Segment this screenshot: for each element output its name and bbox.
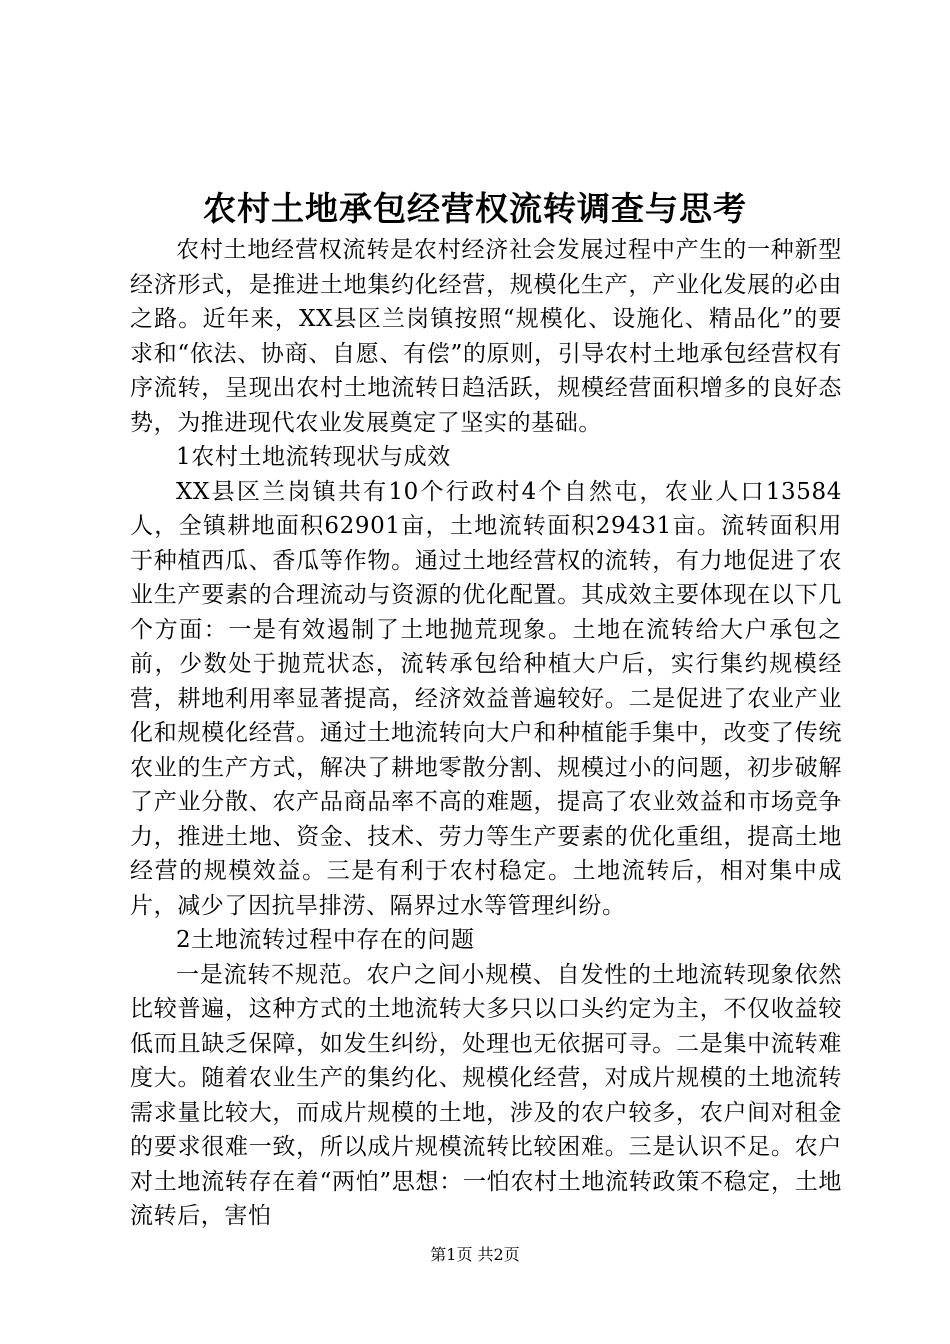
section-1-paragraph: XX县区兰岗镇共有10个行政村4个自然屯，农业人口13584人，全镇耕地面积62901亩，土地流转面积29431亩。流转面积用于种植西瓜、香瓜等作物。通过土地经营权的流转，有力地促进了农业生产要素的合理流动与资源的优化配置。其成效主要体现在以下几个方面：一是有效遏制了土地抛荒现象。土地在流转给大户承包之前，少数处于抛荒状态，流转承包给种植大户后，实行集约规模经营，耕地利用率显著提高，经济效益普遍较好。二是促进了农业产业化和规模化经营。通过土地流转向大户和种植能手集中，改变了传统农业的生产方式，解决了耕地零散分割、规模过小的问题，初步破解了产业分散、农产品商品率不高的难题，提高了农业效益和市场竞争力，推进土地、资金、技术、劳力等生产要素的优化重组，提高土地经营的规模效益。三是有利于农村稳定。土地流转后，相对集中成片，减少了因抗旱排涝、隔界过水等管理纠纷。: [130, 478, 842, 919]
document-title: 农村土地承包经营权流转调查与思考: [203, 189, 747, 228]
section-heading-2: 2土地流转过程中存在的问题: [176, 927, 475, 953]
intro-paragraph: 农村土地经营权流转是农村经济社会发展过程中产生的一种新型经济形式，是推进土地集约化经营，规模化生产，产业化发展的必由之路。近年来，XX县区兰岗镇按照“规模化、设施化、精品化”的要求和“依法、协商、自愿、有偿”的原则，引导农村土地承包经营权有序流转，呈现出农村土地流转日趋活跃，规模经营面积增多的良好态势，为推进现代农业发展奠定了坚实的基础。: [130, 237, 842, 436]
document-body: [130, 233, 842, 1234]
section-heading-1: 1农村土地流转现状与成效: [176, 444, 451, 470]
page-footer: 第1页 共2页: [430, 1245, 520, 1264]
section-2-paragraph: 一是流转不规范。农户之间小规模、自发性的土地流转现象依然比较普遍，这种方式的土地流转大多只以口头约定为主，不仅收益较低而且缺乏保障，如发生纠纷，处理也无依据可寻。二是集中流转难度大。随着农业生产的集约化、规模化经营，对成片规模的土地流转需求量比较大，而成片规模的土地，涉及的农户较多，农户间对租金的要求很难一致，所以成片规模流转比较困难。三是认识不足。农户对土地流转存在着“两怕”思想：一怕农村土地流转政策不稳定，土地流转后，害怕: [130, 961, 842, 1229]
